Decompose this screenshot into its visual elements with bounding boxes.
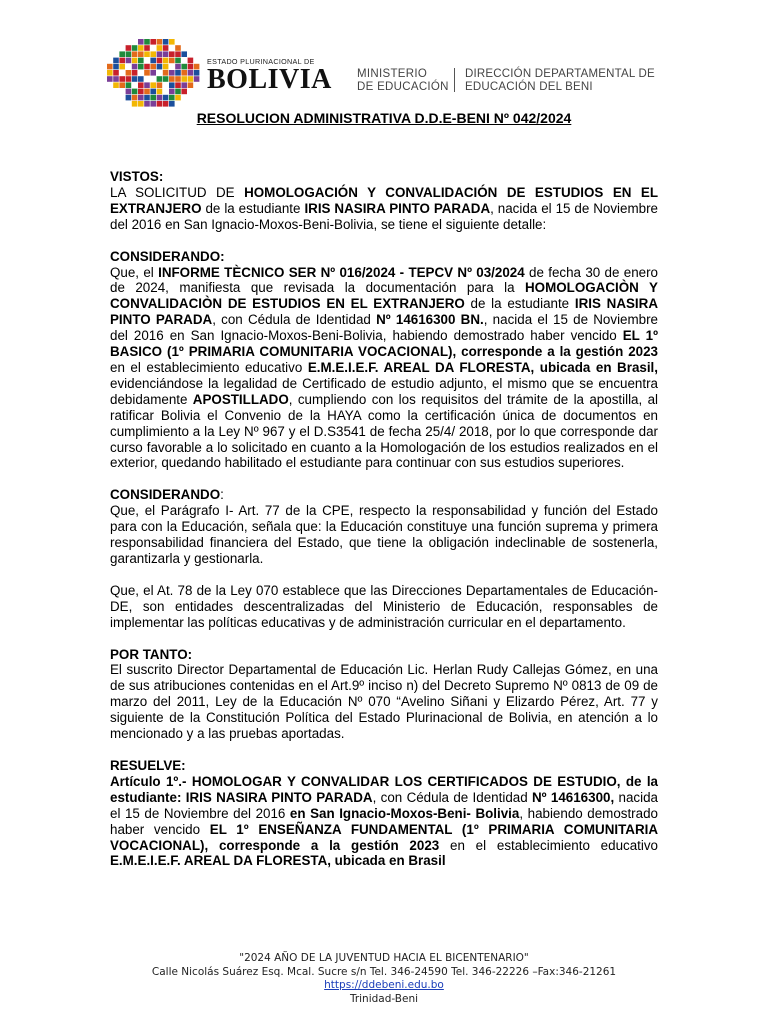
footer-address: Calle Nicolás Suárez Esq. Mcal. Sucre s/n Tel. 346-24590 Tel. 346-22226 –Fax:346-21261 bbox=[151, 965, 617, 978]
letterhead bbox=[104, 38, 664, 108]
brand-bolivia-text: BOLIVIA bbox=[207, 64, 332, 95]
bolivia-wiphala-logo-icon bbox=[104, 38, 202, 108]
considerando-paragraph-2: Que, el Parágrafo I- Art. 77 de la CPE, respecto la responsabilidad y función del Estado para con la Educación, señala que: la Educación constituye una función suprema y primera responsabilidad financiera del Estado, que tiene la obligación indeclinable de sostenerla, garantizarla y gestionarla. bbox=[110, 503, 658, 566]
considerando-heading-1: CONSIDERANDO: bbox=[110, 248, 225, 264]
footer-motto: "2024 AÑO DE LA JUVENTUD HACIA EL BICENTENARIO" bbox=[239, 952, 529, 964]
ministry-block bbox=[357, 68, 449, 93]
portanto-heading: POR TANTO: bbox=[110, 646, 193, 662]
document-body bbox=[110, 169, 658, 869]
footer-city: Trinidad-Beni bbox=[349, 992, 419, 1005]
direccion-line-1: DIRECCIÓN DEPARTAMENTAL DE bbox=[465, 68, 655, 80]
page-footer bbox=[0, 952, 768, 1006]
resuelve-heading: RESUELVE: bbox=[110, 758, 186, 773]
brand-estado-text: ESTADO PLURINACIONAL DE bbox=[207, 57, 315, 66]
ministry-line-1: MINISTERIO bbox=[357, 68, 428, 80]
resuelve-article-1: Artículo 1º.- HOMOLOGAR Y CONVALIDAR LOS CERTIFICADOS DE ESTUDIO, de la estudiante: IRIS NASIRA PINTO PARADA, con Cédula de Identidad Nº 14616300, nacida el 15 de Noviembre del 2016 en San Ignacio-Moxos-Beni- Bolivia, habiendo demostrado haber vencido EL 1º ENSEÑANZA FUNDAMENTAL (1º PRIMARIA COMUNITARIA VOCACIONAL), corresponde a la gestión 2023 en el establecimiento educativo E.M.E.I.E.F. AREAL DA FLORESTA, ubicada en Brasil bbox=[110, 773, 659, 869]
direccion-line-2: EDUCACIÓN DEL BENI bbox=[465, 80, 593, 93]
considerando-heading-2-text: CONSIDERANDO bbox=[110, 487, 221, 503]
considerando-heading-2 bbox=[110, 487, 658, 503]
portanto-paragraph: El suscrito Director Departamental de Educación Lic. Herlan Rudy Callejas Gómez, en una de sus atribuciones contenidas en el Art.9º inciso n) del Decreto Supremo Nº 0813 de 09 de marzo del 2011, Ley de la Educación Nº 070 “Avelino Siñani y Elizardo Pérez, Art. 77 y siguiente de la Constitución Política del Estado Plurinacional de Bolivia, en atención a lo mencionado y a las pruebas aportadas. bbox=[110, 662, 658, 742]
ministry-line-2: DE EDUCACIÓN bbox=[357, 80, 449, 93]
vistos-heading: VISTOS: bbox=[110, 169, 164, 184]
document-title: RESOLUCION ADMINISTRATIVA D.D.E-BENI Nº 042/2024 bbox=[196, 110, 572, 126]
direccion-block bbox=[465, 68, 655, 93]
considerando-paragraph-1: Que, el INFORME TÈCNICO SER Nº 016/2024 - TEPCV Nº 03/2024 de fecha 30 de enero de 2024, manifiesta que revisada la documentación para la HOMOLOGACIÒN Y CONVALIDACIÒN DE ESTUDIOS EN EL EXTRANJERO de la estudiante IRIS NASIRA PINTO PARADA, con Cédula de Identidad Nº 14616300 BN., nacida el 15 de Noviembre del 2016 en San Ignacio-Moxos-Beni-Bolivia, habiendo demostrado haber vencido EL 1º BASICO (1º PRIMARIA COMUNITARIA VOCACIONAL), corresponde a la gestión 2023 en el establecimiento educativo E.M.E.I.E.F. AREAL DA FLORESTA, ubicada en Brasil, evidenciándose la legalidad de Certificado de estudio adjunto, el mismo que se encuentra debidamente APOSTILLADO, cumpliendo con los requisitos del trámite de la apostilla, al ratificar Bolivia el Convenio de la HAYA como la certificación única de documentos en cumplimiento a la Ley Nº 967 y el D.S3541 de fecha 25/4/ 2018, por lo que corresponde dar curso favorable a lo solicitado en cuanto a la Homologación de los estudios realizados en el exterior, quedando habilitado el estudiante para continuar con sus estudios superiores. bbox=[110, 264, 659, 471]
footer-website-link[interactable]: https://ddebeni.edu.bo bbox=[324, 979, 444, 991]
header-divider bbox=[454, 68, 455, 92]
brand-block bbox=[207, 58, 332, 94]
vistos-paragraph: LA SOLICITUD DE HOMOLOGACIÓN Y CONVALIDACIÓN DE ESTUDIOS EN EL EXTRANJERO de la estudiante IRIS NASIRA PINTO PARADA, nacida el 15 de Noviembre del 2016 en San Ignacio-Moxos-Beni-Bolivia, se tiene el siguiente detalle: bbox=[110, 184, 658, 232]
considerando-heading-2-colon: : bbox=[220, 487, 224, 503]
considerando-paragraph-3: Que, el At. 78 de la Ley 070 establece que las Direcciones Departamentales de Educación- DE, son entidades descentralizadas del Ministerio de Educación, responsables de implementar las políticas educativas y de administración curricular en el departamento. bbox=[110, 582, 658, 630]
